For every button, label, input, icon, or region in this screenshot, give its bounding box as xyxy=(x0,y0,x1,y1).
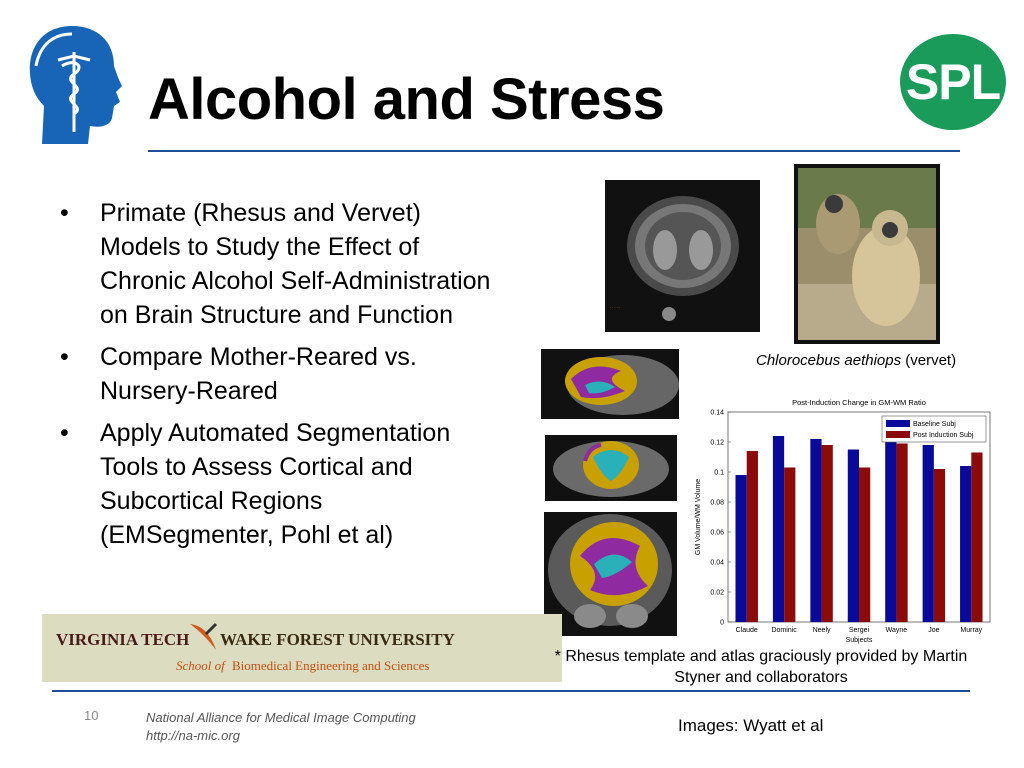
bullet-item xyxy=(60,416,500,552)
svg-text:.....: ..... xyxy=(609,306,622,310)
bullet-marker: • xyxy=(60,419,69,447)
spl-logo xyxy=(900,34,1006,130)
bar-claude-post xyxy=(747,451,758,622)
bar-murray-post xyxy=(971,453,982,623)
banner-school-name: Biomedical Engineering and Sciences xyxy=(232,658,430,673)
bar-murray-baseline xyxy=(960,466,971,622)
slide-title: Alcohol and Stress xyxy=(148,67,665,132)
legend-label: Post Induction Subj xyxy=(913,432,974,439)
legend-swatch xyxy=(886,431,910,438)
bar-wayne-post xyxy=(896,444,907,623)
sagittal-segmentation-image xyxy=(541,349,679,419)
x-tick-label: Murray xyxy=(960,627,983,634)
bar-wayne-baseline xyxy=(885,441,896,623)
bullet-item xyxy=(60,340,500,408)
namic-head-logo xyxy=(22,22,126,148)
bullet-text: Apply Automated Segmentation Tools to Assess Cortical and Subcortical Regions (EMSegmenter, Pohl et al) xyxy=(100,419,451,549)
bar-sergei-baseline xyxy=(848,450,859,623)
bullet-text: Primate (Rhesus and Vervet) Models to Study the Effect of Chronic Alcohol Self-Administration on Brain Structure and Function xyxy=(100,199,491,329)
vervet-photo xyxy=(794,164,940,344)
species-common-name: (vervet) xyxy=(901,352,957,369)
bar-dominic-post xyxy=(784,468,795,623)
bar-joe-post xyxy=(934,469,945,622)
banner-virginia-tech: VIRGINIA TECH xyxy=(56,630,190,649)
chart-title: Post-Induction Change in GM-WM Ratio xyxy=(792,398,926,407)
footer-url: http://na-mic.org xyxy=(146,728,240,743)
coronal-segmentation-image xyxy=(545,435,677,501)
x-tick-label: Wayne xyxy=(885,627,908,634)
banner-swoosh-icon xyxy=(188,620,218,654)
species-name: Chlorocebus aethiops xyxy=(756,352,902,369)
x-tick-label: Claude xyxy=(735,627,758,634)
x-tick-label: Neely xyxy=(812,627,831,634)
gm-wm-ratio-chart xyxy=(690,396,996,646)
bar-joe-baseline xyxy=(923,445,934,622)
vervet-caption xyxy=(756,352,956,369)
footer-org: National Alliance for Medical Image Computing xyxy=(146,710,416,725)
y-tick-label: 0 xyxy=(720,619,724,627)
x-tick-label: Sergei xyxy=(848,627,870,634)
bullet-marker: • xyxy=(60,343,69,371)
y-tick-label: 0.02 xyxy=(710,589,724,597)
bar-claude-baseline xyxy=(735,475,746,622)
bar-dominic-baseline xyxy=(773,436,784,622)
y-tick-label: 0.14 xyxy=(710,409,724,417)
banner-wake-forest: WAKE FOREST UNIVERSITY xyxy=(220,630,455,649)
title-divider xyxy=(148,150,960,152)
page-number: 10 xyxy=(84,708,99,723)
legend-label: Baseline Subj xyxy=(913,421,956,428)
bar-neely-baseline xyxy=(810,439,821,622)
y-tick-label: 0.1 xyxy=(714,469,724,477)
y-tick-label: 0.04 xyxy=(710,559,724,567)
y-axis-label: GM Volume/WM Volume xyxy=(695,478,702,556)
segmentation-detail-image xyxy=(544,512,677,636)
footer-divider xyxy=(52,690,970,692)
bullet-text: Compare Mother-Reared vs. Nursery-Reared xyxy=(100,343,417,405)
bullet-marker: • xyxy=(60,199,69,227)
x-axis-label: Subjects xyxy=(845,637,873,644)
banner-school-prefix: School of xyxy=(176,658,225,673)
images-credit: Images: Wyatt et al xyxy=(678,716,824,735)
x-tick-label: Dominic xyxy=(771,627,797,634)
template-credit-note: * Rhesus template and atlas graciously provided by Martin Styner and collaborators xyxy=(554,648,968,686)
x-tick-label: Joe xyxy=(928,627,940,634)
y-tick-label: 0.06 xyxy=(710,529,724,537)
bullet-list xyxy=(60,196,500,560)
bar-sergei-post xyxy=(859,468,870,623)
y-tick-label: 0.08 xyxy=(710,499,724,507)
spl-logo-text: SPL xyxy=(905,54,1001,110)
bullet-item xyxy=(60,196,500,332)
bar-neely-post xyxy=(822,445,833,622)
y-tick-label: 0.12 xyxy=(710,439,724,447)
mri-axial-image xyxy=(605,180,760,332)
university-banner xyxy=(42,614,562,682)
legend-swatch xyxy=(886,420,910,427)
